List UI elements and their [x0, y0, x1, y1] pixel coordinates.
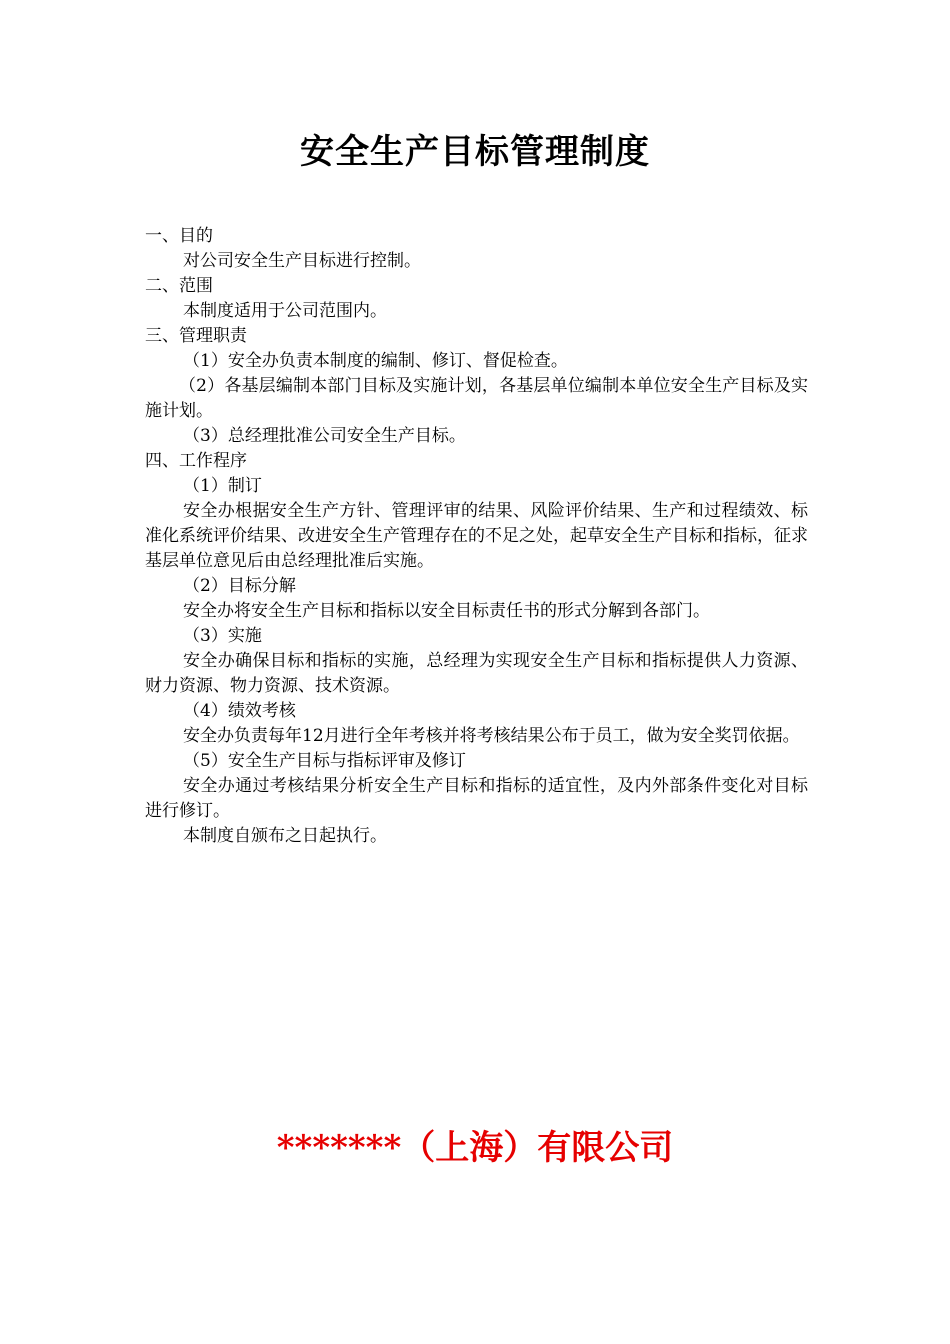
section-4-item-4-text: 安全办负责每年12月进行全年考核并将考核结果公布于员工，做为安全奖罚依据。	[183, 726, 800, 746]
closing-statement: 本制度自颁布之日起执行。	[183, 826, 387, 846]
section-1-text: 对公司安全生产目标进行控制。	[183, 251, 421, 271]
document-body	[145, 224, 808, 849]
section-2-heading: 二、范围	[145, 276, 213, 296]
company-name: *******（上海）有限公司	[276, 1128, 674, 1168]
section-3-item-3: （3）总经理批准公司安全生产目标。	[183, 426, 466, 446]
section-3-item-1: （1）安全办负责本制度的编制、修订、督促检查。	[183, 351, 568, 371]
section-1-heading: 一、目的	[145, 226, 213, 246]
section-4-heading: 四、工作程序	[145, 451, 247, 471]
section-4-item-4-heading: （4）绩效考核	[183, 701, 296, 721]
section-4-item-5-text: 安全办通过考核结果分析安全生产目标和指标的适宜性，及内外部条件变化对目标进行修订。	[145, 776, 808, 821]
section-4-item-1-heading: （1）制订	[183, 476, 262, 496]
section-3-item-2: （2）各基层编制本部门目标及实施计划，各基层单位编制本单位安全生产目标及实施计划。	[145, 376, 808, 421]
section-4-item-1-text: 安全办根据安全生产方针、管理评审的结果、风险评价结果、生产和过程绩效、标准化系统评价结果、改进安全生产管理存在的不足之处，起草安全生产目标和指标，征求基层单位意见后由总经理批准后实施。	[145, 501, 808, 571]
section-4-item-3-text: 安全办确保目标和指标的实施，总经理为实现安全生产目标和指标提供人力资源、财力资源、物力资源、技术资源。	[145, 651, 808, 696]
section-2-text: 本制度适用于公司范围内。	[183, 301, 387, 321]
section-3-heading: 三、管理职责	[145, 326, 247, 346]
document-title: 安全生产目标管理制度	[300, 132, 650, 172]
section-4-item-3-heading: （3）实施	[183, 626, 262, 646]
section-4-item-5-heading: （5）安全生产目标与指标评审及修订	[183, 751, 466, 771]
section-4-item-2-text: 安全办将安全生产目标和指标以安全目标责任书的形式分解到各部门。	[183, 601, 710, 621]
section-4-item-2-heading: （2）目标分解	[183, 576, 296, 596]
